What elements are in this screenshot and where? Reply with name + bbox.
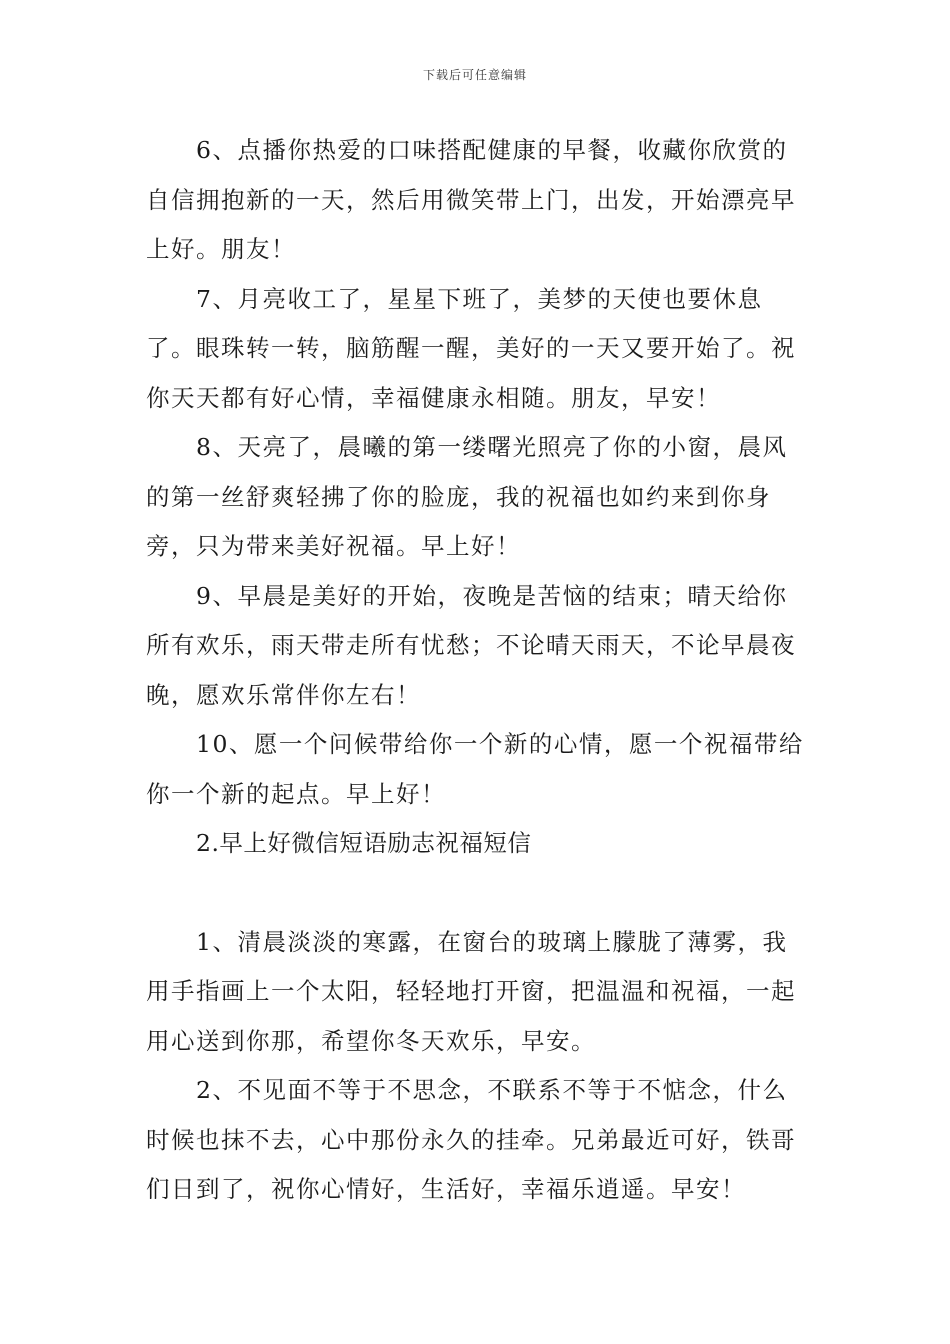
paragraph-10: 10、愿一个问候带给你一个新的心情，愿一个祝福带给你一个新的起点。早上好！ xyxy=(146,730,804,808)
paragraph-6: 6、点播你热爱的口味搭配健康的早餐，收藏你欣赏的自信拥抱新的一天，然后用微笑带上门，出发，开始漂亮早上好。朋友！ xyxy=(146,136,796,263)
paragraph-9: 9、早晨是美好的开始，夜晚是苦恼的结束；晴天给你所有欢乐，雨天带走所有忧愁；不论晴天雨天，不论早晨夜晚，愿欢乐常伴你左右！ xyxy=(146,581,796,709)
paragraph-7: 7、月亮收工了，星星下班了，美梦的天使也要休息了。眼珠转一转，脑筋醒一醒，美好的一天又要开始了。祝你天天都有好心情，幸福健康永相随。朋友，早安！ xyxy=(146,284,796,412)
paragraph-8: 8、天亮了，晨曦的第一缕曙光照亮了你的小窗，晨风的第一丝舒爽轻拂了你的脸庞，我的祝福也如约来到你身旁，只为带来美好祝福。早上好！ xyxy=(146,433,788,560)
section-spacer xyxy=(146,869,810,918)
page-header-note: 下载后可任意编辑 xyxy=(422,68,527,82)
paragraph-1: 1、清晨淡淡的寒露，在窗台的玻璃上朦胧了薄雾，我用手指画上一个太阳，轻轻地打开窗，把温温和祝福，一起用心送到你那，希望你冬天欢乐，早安。 xyxy=(146,927,796,1055)
paragraph-2: 2、不见面不等于不思念，不联系不等于不惦念，什么时候也抹不去，心中那份永久的挂牵。兄弟最近可好，铁哥们日到了，祝你心情好，生活好，幸福乐逍遥。早安！ xyxy=(146,1076,796,1203)
document-body xyxy=(146,126,810,1215)
section-heading: 2.早上好微信短语励志祝福短信 xyxy=(196,829,532,857)
